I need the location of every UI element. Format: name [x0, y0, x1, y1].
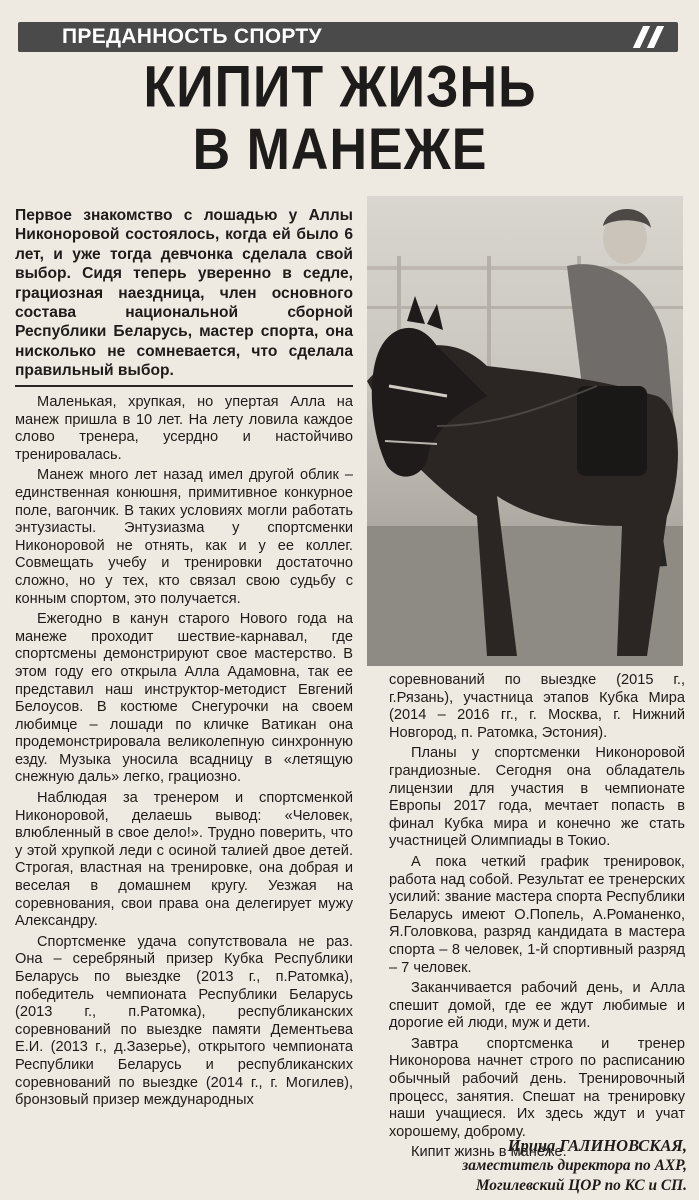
paragraph: Маленькая, хрупкая, но упертая Алла на манеж пришла в 10 лет. На лету ловила каждое слово тренера, усердно и настойчиво тренировалась. [15, 394, 353, 463]
article-headline [60, 56, 620, 181]
headline-line-2: В МАНЕЖЕ [192, 117, 488, 183]
author-position: заместитель директора по АХР, [462, 1157, 687, 1174]
paragraph: Завтра спортсменка и тренер Никонорова начнет строго по расписанию обычный рабочий день. Тренировочный процесс, занятия. Спешат на тренировку наши учащиеся. Их здесь ждут и учат хорошему, доброму. [389, 1035, 685, 1140]
photo-illustration [367, 196, 683, 666]
article-lead: Первое знакомство с лошадью у Аллы Никоноровой состоялось, когда ей было 6 лет, и уже тогда девчонка сделала свой выбор. Сидя теперь уверенно в седле, грациозная наездница, член основного состава национальной сборной Республики Беларусь, мастер спорта, она нисколько не сомневается, что сделала правильный выбор. [15, 207, 353, 380]
left-column [15, 394, 353, 1113]
headline-line-1: КИПИТ ЖИЗНЬ [143, 54, 537, 120]
rubric-banner [18, 22, 678, 52]
author-name: Ирина ГАЛИНОВСКАЯ, [507, 1136, 687, 1155]
paragraph: Наблюдая за тренером и спортсменкой Никоноровой, делаешь вывод: «Человек, влюбленный в свое дело!». Трудно поверить, что у этой хрупкой леди с осиной талией двое детей. Строгая, властная на тренировке, она добрая и веселая в домашнем кругу. Уезжая на соревнования, свои права она делегирует мужу Александру. [15, 790, 353, 930]
paragraph: Кипит жизнь в манеже. [411, 1144, 567, 1161]
paragraph: Планы у спортсменки Никоноровой грандиозные. Сегодня она обладатель лицензии для участия в чемпионате Европы 2017 года, мечтает попасть в финал Кубка мира и конечно же стать участницей Олимпиады в Токио. [389, 745, 685, 850]
paragraph: Ежегодно в канун старого Нового года на манеже проходит шествие-карнавал, где спортсмены демонстрируют свое мастерство. В этом году его открыла Алла Адамовна, так ее представил наш инструктор-методист Евгений Белоусов. В костюме Снегурочки на своем любимце – лошади по кличке Ватикан она продемонстрировала великолепную синхронную езду. Музыка уносила всадницу в «летящую снежную даль» легко, грациозно. [15, 611, 353, 786]
author-signature [367, 1136, 687, 1196]
paragraph: Манеж много лет назад имел другой облик – единственная конюшня, примитивное конкурное поле, вагончик. В таких условиях могли работать энтузиасты. Энтузиазма у спортсменки Никоноровой не отнять, как и у ее коллег. Совмещать учебу и тренировки достаточно сложно, но у тех, кто связал свою судьбу с конным спортом, это получается. [15, 467, 353, 607]
lead-divider [15, 385, 353, 387]
rubric-label: ПРЕДАННОСТЬ СПОРТУ [62, 25, 322, 48]
right-column [389, 672, 685, 1165]
author-organization: Могилевский ЦОР по КС и СП. [475, 1177, 687, 1194]
paragraph: А пока четкий график тренировок, работа над собой. Результат ее тренерских усилий: звание мастера спорта Республики Беларусь имеют О.Попель, А.Романенко, Я.Головкова, разряд кандидата в мастера спорта – 8 человек, 1-й спортивный разряд – 7 человек. [389, 853, 685, 976]
slashes-icon [630, 26, 670, 48]
rider-horse-photo [367, 196, 683, 666]
paragraph: Спортсменке удача сопутствовала не раз. Она – серебряный призер Кубка Республики Беларусь по выездке (2013 г., п.Ратомка), победитель чемпионата Республики Беларусь (2013 г., п.Ратомка), республиканских соревнований по выездке памяти Дементьева Е.И. (2013 г., д.Зазерье), открытого чемпионата Республики Беларусь и республиканских соревнований по выездке (2014 г., г. Могилев), бронзовый призер международных [15, 933, 353, 1109]
paragraph: Заканчивается рабочий день, и Алла спешит домой, где ее ждут любимые и дорогие ей люди, муж и дети. [389, 980, 685, 1032]
paragraph: соревнований по выездке (2015 г., г.Рязань), участница этапов Кубка Мира (2014 – 2016 гг., г. Москва, г. Нижний Новгород, п. Ратомка, Эстония). [389, 672, 685, 741]
